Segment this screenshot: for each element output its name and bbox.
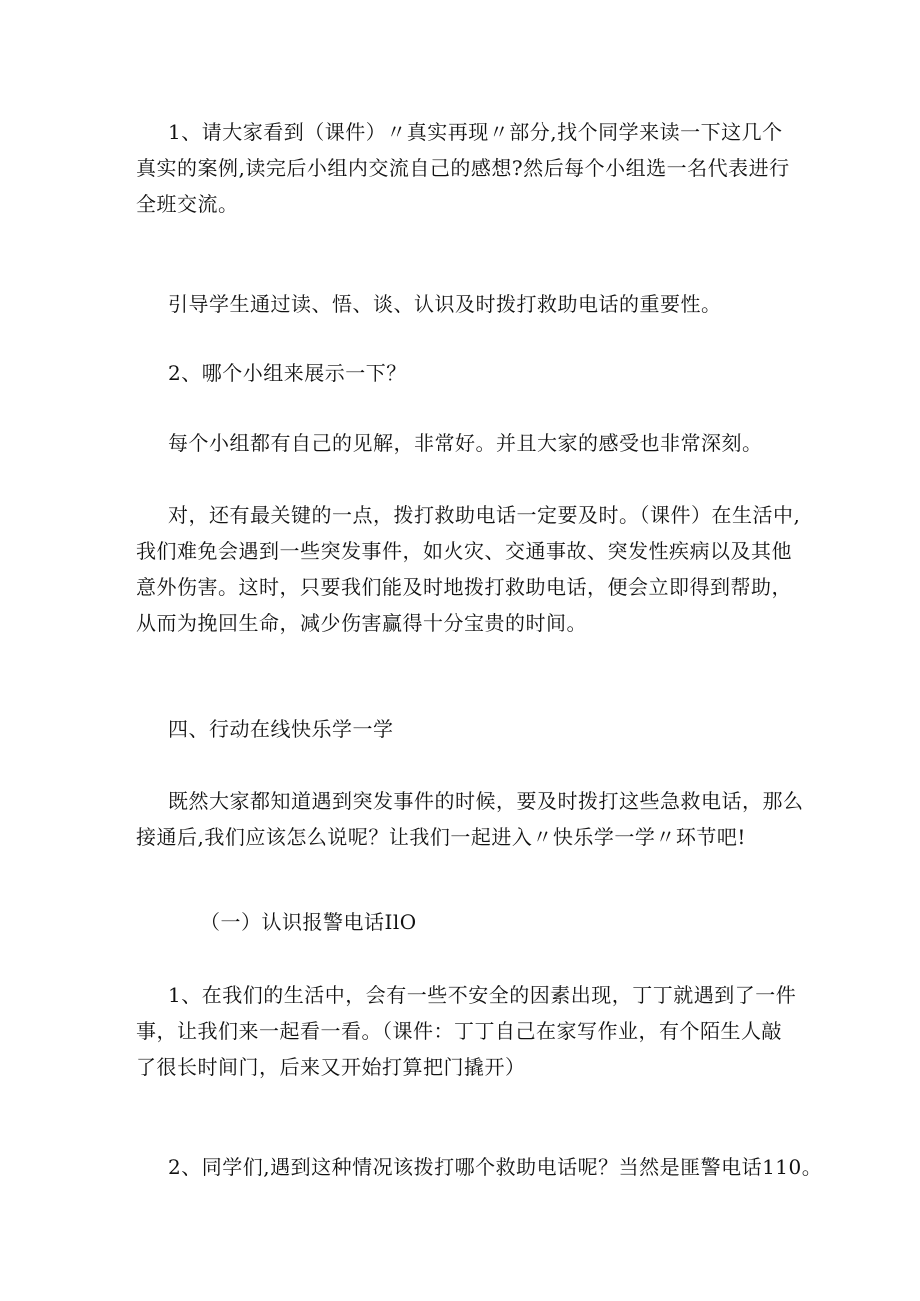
paragraph-line: 全班交流。 [136,192,239,216]
paragraph-how-to-speak [136,783,804,855]
paragraph-line: 每个小组都有自己的见解，非常好。并且大家的感受也非常深刻。 [168,431,763,455]
paragraph-line: 意外伤害。这时，只要我们能及时地拨打救助电话，便会立即得到帮助， [136,575,792,599]
paragraph-line: 接通后,我们应该怎么说呢？让我们一起进入〃快乐学一学〃环节吧! [136,825,746,849]
paragraph-dingding-story [136,977,796,1085]
section-heading-four [136,711,796,747]
paragraph-line: 既然大家都知道遇到突发事件的时候，要及时拨打这些急救电话，那么 [168,789,804,813]
paragraph-line: （一）认识报警电话IlO [200,910,417,934]
paragraph-praise [136,425,796,461]
paragraph-line: 四、行动在线快乐学一学 [168,717,394,741]
subsection-heading-110 [168,904,828,940]
paragraph-line: 2、哪个小组来展示一下？ [168,361,407,385]
paragraph-line: 从而为挽回生命，减少伤害赢得十分宝贵的时间。 [136,611,587,635]
paragraph-guide-students [136,286,796,322]
paragraph-line: 1、在我们的生活中，会有一些不安全的因素出现，丁丁就遇到了一件 [168,983,797,1007]
paragraph-line: 2、同学们,遇到这种情况该拨打哪个救助电话呢？当然是匪警电话110。 [168,1155,823,1179]
paragraph-line: 1、请大家看到（课件）〃真实再现〃部分,找个同学来读一下这几个 [168,120,783,144]
paragraph-line: 事，让我们来一起看一看。（课件：丁丁自己在家写作业，有个陌生人敲 [136,1019,782,1043]
paragraph-line: 对，还有最关键的一点，拨打救助电话一定要及时。（课件）在生活中, [168,503,801,527]
paragraph-call-in-time [136,497,801,641]
paragraph-case-reading [136,114,796,222]
paragraph-line: 真实的案例,读完后小组内交流自己的感想?然后每个小组选一名代表进行 [136,156,790,180]
paragraph-line: 了很长时间门，后来又开始打算把门撬开） [136,1055,526,1079]
paragraph-line: 引导学生通过读、悟、谈、认识及时拨打救助电话的重要性。 [168,292,722,316]
paragraph-police-number [136,1149,823,1185]
paragraph-group-show [136,355,796,391]
paragraph-line: 我们难免会遇到一些突发事件，如火灾、交通事故、突发性疾病以及其他 [136,539,792,563]
